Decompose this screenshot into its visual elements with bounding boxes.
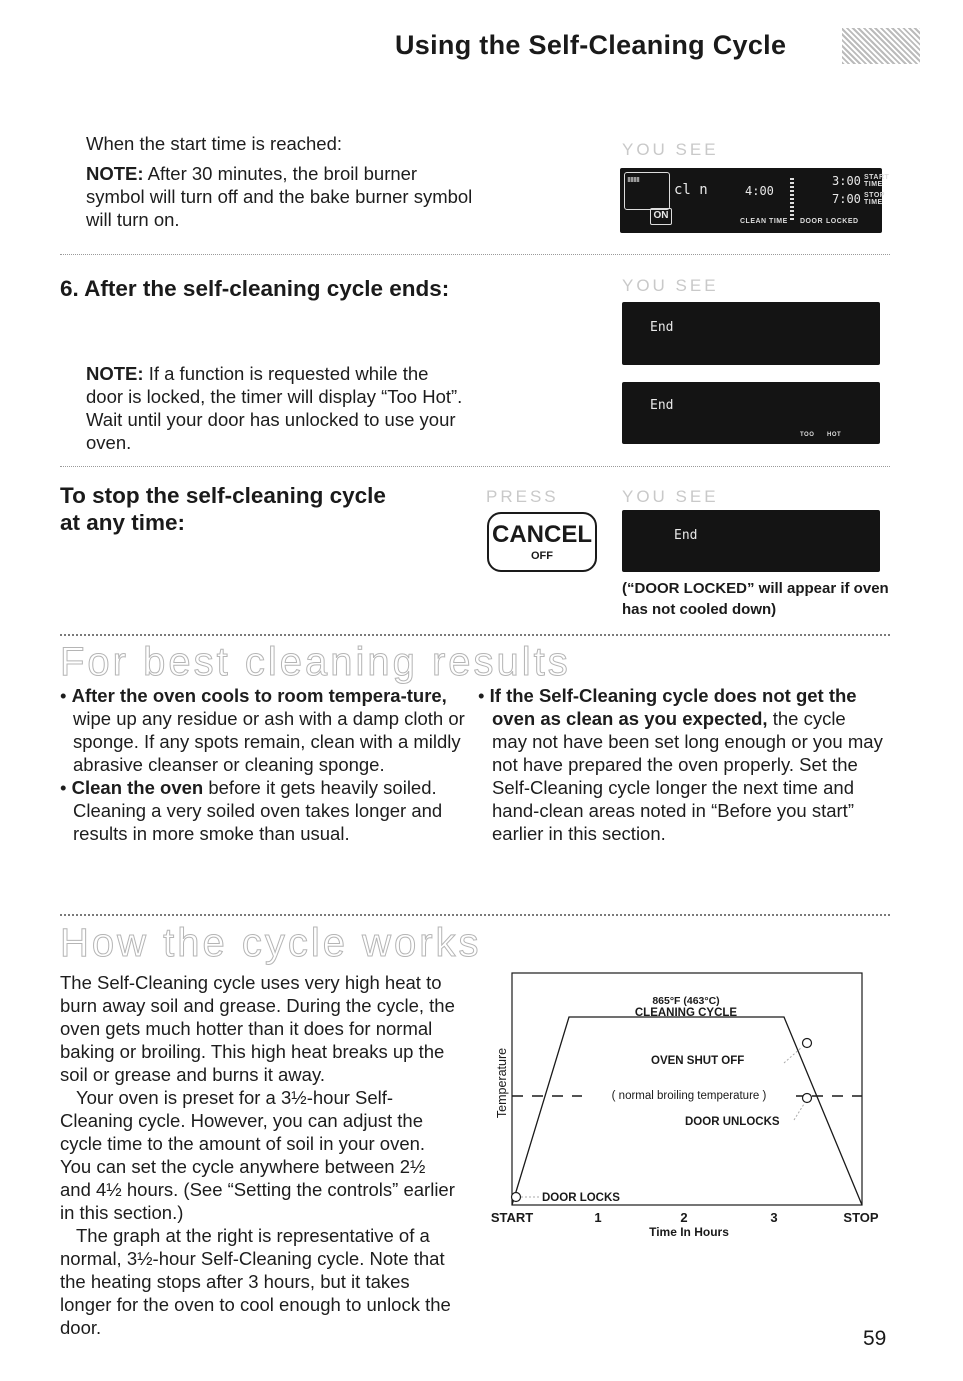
display-start-time: 3:00 bbox=[832, 174, 861, 188]
page-title: Using the Self-Cleaning Cycle bbox=[395, 30, 787, 60]
oven-display-too-hot bbox=[622, 382, 880, 444]
list-item: • After the oven cools to room tempera-ture, wipe up any residue or ash with a damp cloth or sponge. If any spots remain, clean with a mildly abrasive cleanser or cleaning sponge. bbox=[60, 685, 465, 775]
best-results-heading: For best cleaning results bbox=[60, 640, 571, 684]
display-left-text: cl n bbox=[674, 182, 708, 198]
note-label: NOTE: bbox=[86, 163, 144, 184]
best-results-left-column bbox=[60, 684, 465, 845]
cancel-label: CANCEL bbox=[492, 521, 592, 548]
off-label: OFF bbox=[531, 550, 553, 562]
how-cycle-works-text bbox=[60, 971, 460, 1339]
door-unlocks-label: DOOR UNLOCKS bbox=[685, 1116, 780, 1128]
unlock-leader bbox=[794, 1104, 804, 1120]
lock-marker bbox=[512, 1193, 521, 1202]
cancel-button[interactable] bbox=[487, 512, 597, 572]
press-label: PRESS bbox=[486, 487, 559, 506]
note-too-hot bbox=[86, 362, 466, 454]
paragraph: Your oven is preset for a 3½-hour Self-Cleaning cycle. However, you can adjust the cycle time to the amount of soil in your oven. You can set the cycle anywhere between 2½ and 4½ hours. (See “Setting the controls” earlier in this section.) bbox=[60, 1087, 455, 1223]
display-center-time: 4:00 bbox=[745, 184, 774, 198]
normal-broil-label: ( normal broiling temperature ) bbox=[611, 1090, 767, 1102]
note-text: After 30 minutes, the broil burner symbol will turn off and the bake burner symbol will turn on. bbox=[86, 163, 473, 230]
display-stop-time: 7:00 bbox=[832, 192, 861, 206]
step6-heading: 6. After the self-cleaning cycle ends: bbox=[60, 276, 450, 301]
stop-heading: To stop the self-cleaning cycle at any time: bbox=[60, 483, 386, 535]
x-tick-label: STOP bbox=[843, 1210, 879, 1225]
paragraph: The graph at the right is representative of a normal, 3½-hour Self-Cleaning cycle. Note that the heating stops after 3 hours, but it takes longer for the oven to cool enough to unlock the door. bbox=[60, 1225, 451, 1338]
x-tick-label: 3 bbox=[770, 1210, 778, 1225]
divider bbox=[60, 466, 890, 467]
door-label: DOOR bbox=[800, 218, 823, 225]
paragraph: The Self-Cleaning cycle uses very high heat to burn away soil and grease. During the cycle, the oven gets much hotter than it does for normal baking or broiling. This high heat breaks up the soil or grease and burns it away. bbox=[60, 972, 455, 1085]
start-time-intro: When the start time is reached: bbox=[86, 133, 343, 154]
note-label: NOTE: bbox=[86, 363, 144, 384]
too-label: TOO bbox=[800, 432, 815, 438]
door-locked-caption: (“DOOR LOCKED” will appear if oven has not cooled down) bbox=[622, 580, 889, 618]
you-see-label: YOU SEE bbox=[622, 140, 719, 159]
x-tick-label: 2 bbox=[680, 1210, 688, 1225]
locked-label: LOCKED bbox=[826, 218, 859, 225]
best-results-right-column bbox=[478, 684, 883, 845]
clean-time-label: CLEAN TIME bbox=[740, 218, 788, 225]
note-broil bbox=[86, 162, 476, 231]
x-tick-label: 1 bbox=[594, 1210, 602, 1225]
stop-time-label: STOP TIME bbox=[864, 192, 885, 206]
cleaning-cycle-graph bbox=[484, 968, 884, 1248]
divider bbox=[60, 914, 890, 916]
hot-label: HOT bbox=[827, 432, 842, 438]
shut-off-marker bbox=[803, 1039, 812, 1048]
list-item: • Clean the oven before it gets heavily soiled. Cleaning a very soiled oven takes longer and results in more smoke than usual. bbox=[60, 777, 443, 844]
door-locks-label: DOOR LOCKS bbox=[542, 1192, 620, 1204]
page-number: 59 bbox=[863, 1327, 887, 1350]
oven-display-cancel bbox=[622, 510, 880, 572]
display-end-text: End bbox=[650, 398, 674, 413]
on-indicator: ON bbox=[650, 208, 672, 225]
shut-off-label: OVEN SHUT OFF bbox=[651, 1055, 745, 1067]
you-see-label: YOU SEE bbox=[622, 276, 719, 295]
how-cycle-works-heading: How the cycle works bbox=[60, 921, 482, 965]
peak-temperature: 865°F (463°C) bbox=[652, 995, 720, 1007]
corner-decoration bbox=[842, 28, 920, 64]
x-axis-label: Time In Hours bbox=[649, 1225, 729, 1239]
display-end-text: End bbox=[674, 528, 698, 543]
oven-display-clean: ıııııııı cl n 4:00 3:00 7:00 START TIME STOP TIME ON CLEAN TIME DOOR LOCKED bbox=[620, 168, 882, 233]
unlock-marker bbox=[803, 1094, 812, 1103]
x-tick-label: START bbox=[490, 1210, 534, 1225]
oven-display-end bbox=[622, 302, 880, 365]
divider bbox=[60, 634, 890, 636]
list-item: • If the Self-Cleaning cycle does not get the oven as clean as you expected, the cycle may not have been set long enough or you may not have prepared the oven properly. Set the Self-Cleaning cycle longer the next time and hand-clean areas noted in “Before you start” earlier in this section. bbox=[478, 685, 883, 844]
y-axis-label: Temperature bbox=[495, 1047, 509, 1119]
you-see-label: YOU SEE bbox=[622, 487, 719, 506]
display-end-text: End bbox=[650, 320, 674, 335]
note-text: If a function is requested while the door is locked, the timer will display “Too Hot”. Wait until your door has unlocked to use your oven. bbox=[86, 363, 463, 453]
start-time-label: START TIME bbox=[864, 174, 890, 188]
divider bbox=[60, 254, 890, 255]
cleaning-cycle-label: CLEANING CYCLE bbox=[634, 1007, 738, 1019]
